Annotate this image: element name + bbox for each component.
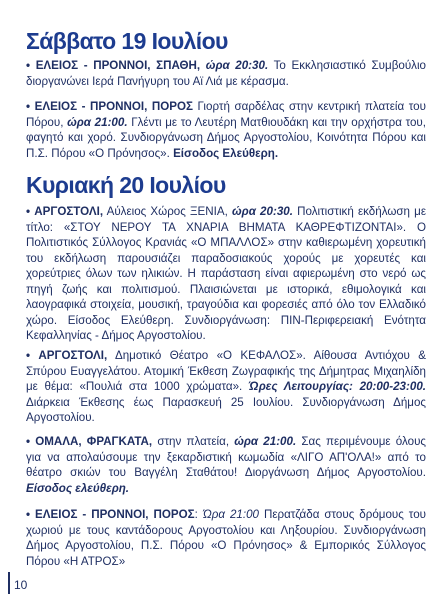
event-text: Διάρκεια Έκθεσης έως Παρασκευή 25 Ιουλίου. Συνδιοργάνωση Δήμος Αργοστολίου. [26,395,426,424]
bullet-icon: • [26,435,31,448]
bullet-icon: • [26,508,31,521]
event-text: Σας περιμένουμε όλους για να απολαύσουμε την ξεκαρδιστική κωμωδία «ΛΙΓΟ ΑΠ'ΟΛΑ!» από το θέατρο σκιών του Βαγγέλη Σταθάτου! Διοργάνωση Δήμος Αργοστολίου. [26,435,427,479]
event-time: Ώρα 21:00 [202,508,259,521]
event-text: Το Εκκλησιαστικό Συμβούλιο διοργανώνει Ιερά Πανήγυρη του Αϊ Λιά με κέρασμα. [26,59,426,88]
event-place: ΕΛΕΙΟΣ - ΠΡΟΝΝΟΙ, ΣΠΑΘΗ, [35,59,201,72]
event-entry-poros-sardine [26,99,426,161]
event-place: ΑΡΓΟΣΤΟΛΙ, [38,349,108,362]
event-text: Περατζάδα στους δρόμους του χωριού με τους καντάδορους Αργοστολίου και Ληξουρίου. Συνδιοργάνωση Δήμος Αργοστολίου, Π.Σ. Πόρου «Ο Πρόνησος» & Εμπορικός Σύλλογος Πόρου «Η ΑΤΡΟΣ» [26,508,426,568]
bullet-icon: • [26,349,31,362]
event-place: ΕΛΕΙΟΣ - ΠΡΟΝΝΟΙ, ΠΟΡΟΣ [35,508,195,521]
event-text: στην πλατεία, [152,435,235,448]
page-number: 10 [14,578,28,592]
day-heading-saturday: Σάββατο 19 Ιουλίου [26,28,228,54]
event-time: ώρα 20:30. [205,59,269,72]
bullet-icon: • [26,59,31,72]
bullet-icon: • [26,100,31,113]
event-entry-spathi [26,58,426,89]
event-text: Γλέντι με το Λευτέρη Ματθιουδάκη και την ορχήστρα του, φαγητό και χορό. Συνδιοργάνωση Δήμος Αργοστολίου, Κοινότητα Πόρου και Π.Σ. Πόρου «Ο Πρόνησος». [26,115,426,160]
event-place: ΕΛΕΙΟΣ - ΠΡΟΝΝΟΙ, ΠΟΡΟΣ [34,100,193,113]
event-text: Πολιτιστική εκδήλωση με τίτλο: «ΣΤΟΥ ΝΕΡΟΥ ΤΑ ΧΝΑΡΙΑ ΒΗΜΑΤΑ ΚΑΘΡΕΦΤΙΖΟΝΤΑΙ». Ο Πολιτιστικός Σύλλογος Κρανιάς «Ο ΜΠΑΛΛΟΣ» στην καθιερωμένη χορευτική του εκδήλωση παρουσιάζει παραδοσιακούς χορούς με χορευτές και χορεύτριες όλων των ηλικιών. Η παράσταση είναι αφιερωμένη στο νερό ως πηγή ζωής και πολιτισμού. Πλαισιώνεται με ιστορικά, εθιμολογικά και λαογραφικά στοιχεία, μουσική, τραγούδια και φορεσιές από όλο τον Ελλαδικό χώρο. Είσοδος Ελεύθερη. Συνδιοργάνωση: ΠΙΝ-Περιφερειακή Ενότητα Κεφαλληνίας - Δήμος Αργοστολίου. [26,205,426,342]
event-entry-kefalos-exhibition [26,348,426,426]
event-time: Ώρες Λειτουργίας: 20:00-23:00. [248,380,426,393]
free-entry-note: Είσοδος ελεύθερη. [26,481,130,495]
footer-rule [8,572,10,594]
event-text: Γιορτή σαρδέλας στην κεντρική πλατεία του Πόρου, [26,100,426,129]
event-place: ΟΜΑΛΑ, ΦΡΑΓΚΑΤΑ, [35,435,153,448]
event-entry-xenia [26,204,426,344]
event-text: Αύλειος Χώρος ΞΕΝΙΑ, [103,205,232,218]
event-text: Δημοτικό Θέατρο «Ο ΚΕΦΑΛΟΣ». Αίθουσα Αντιόχου & Σπύρου Ευαγγελάτου. Ατομική Έκθεση Ζωγραφικής της Δήμητρας Μιχαηλίδη με θέμα: «Πουλιά στα 1000 χρώματα». [26,349,426,393]
bullet-icon: • [26,205,31,218]
free-entry-note: Είσοδος Ελεύθερη. [173,146,279,160]
event-text: : [194,508,203,521]
event-time: ώρα 20:30. [232,205,293,218]
event-place: ΑΡΓΟΣΤΟΛΙ, [34,205,104,218]
event-time: ώρα 21:00. [234,435,297,448]
day-heading-sunday: Κυριακή 20 Ιουλίου [26,172,226,198]
event-entry-omala [26,434,426,496]
event-entry-poros-peratzada [26,507,426,569]
event-time: ώρα 21:00. [67,115,128,129]
